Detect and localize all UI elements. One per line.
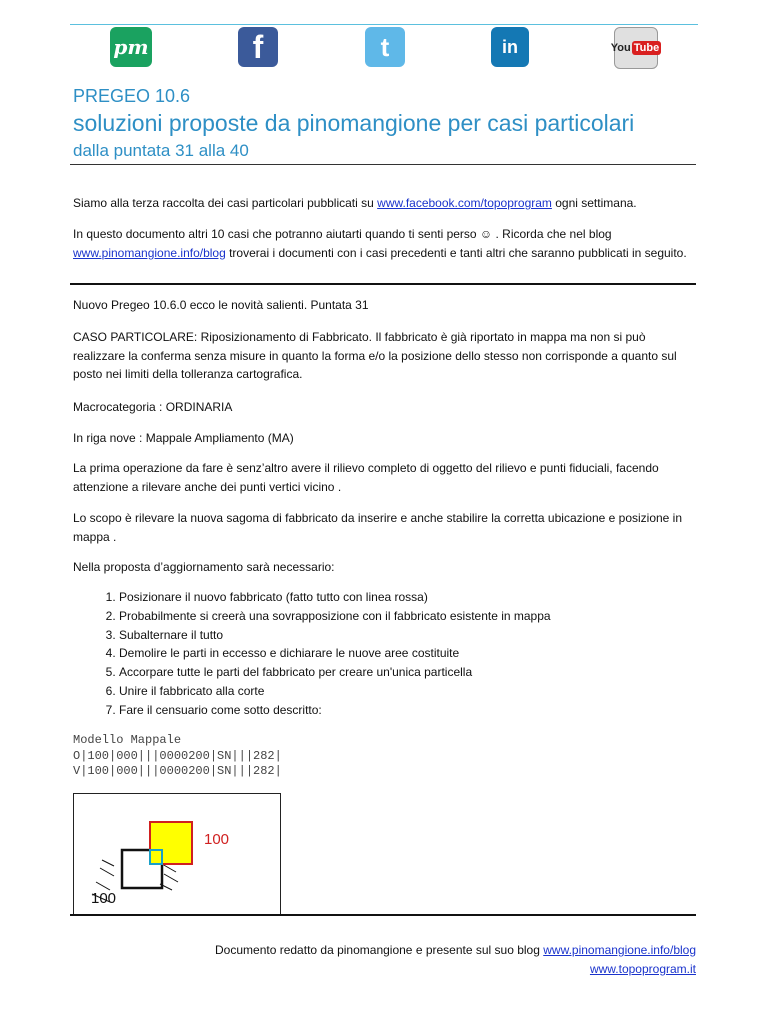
- model-line-o: O|100|000|||0000200|SN|||282|: [73, 748, 282, 763]
- footer-line-2: [590, 962, 696, 976]
- footer-divider: [70, 914, 696, 916]
- list-item: 6. Unire il fabbricato alla corte: [119, 682, 699, 701]
- steps-list: [73, 588, 699, 720]
- youtube-icon[interactable]: [610, 27, 660, 69]
- news-line: Nuovo Pregeo 10.6.0 ecco le novità salienti. Puntata 31: [73, 298, 369, 312]
- case-paragraph: CASO PARTICOLARE: Riposizionamento di Fabbricato. Il fabbricato è già riportato in mappa ma non si può realizzare la conferma senza misure in quanto la forma e/o la posizione dello stesso non corrisponde a quanto sul posto nei limiti della tolleranza cartografica.: [73, 330, 677, 381]
- riga-nove: In riga nove : Mappale Ampliamento (MA): [73, 431, 294, 445]
- intro-paragraph-1: [73, 194, 699, 213]
- scope-paragraph: Lo scopo è rilevare la nuova sagoma di fabbricato da inserire e anche stabilire la corretta ubicazione e posizione in mappa .: [73, 511, 683, 544]
- intro-text-2: In questo documento altri 10 casi che potranno aiutarti quando ti senti perso ☺ . Ricorda che nel blog: [73, 227, 612, 241]
- proposal-intro: Nella proposta d’aggiornamento sarà necessario:: [73, 560, 335, 574]
- building-diagram: [73, 793, 281, 915]
- list-item: 3. Subalternare il tutto: [119, 626, 699, 645]
- new-building-fill: [150, 822, 192, 864]
- doc-subtitle: soluzioni proposte da pinomangione per casi particolari: [73, 110, 635, 136]
- doc-episode-range: dalla puntata 31 alla 40: [73, 141, 249, 160]
- footer-text: Documento redatto da pinomangione e presente sul suo blog: [215, 943, 544, 957]
- new-building-label: 100: [204, 831, 230, 848]
- youtube-label-tube: Tube: [633, 42, 660, 54]
- footer-topoprogram-link[interactable]: www.topoprogram.it: [589, 962, 696, 976]
- social-icons-bar: [0, 27, 768, 69]
- title-divider: [70, 164, 696, 165]
- list-item: 7. Fare il censuario come sotto descritto:: [119, 701, 699, 720]
- model-title: Modello Mappale: [73, 733, 182, 747]
- blog-link[interactable]: www.pinomangione.info/blog: [73, 245, 226, 260]
- intro-text-end: ogni settimana.: [551, 196, 637, 210]
- facebook-link[interactable]: www.facebook.com/topoprogram: [377, 196, 552, 210]
- macrocategory: Macrocategoria : ORDINARIA: [73, 400, 233, 414]
- youtube-label-you: You: [610, 42, 631, 54]
- intro-text-2-end: troverai i documenti con i casi precedenti e tanti altri che saranno pubblicati in seguito.: [225, 245, 687, 260]
- section-divider: [70, 283, 696, 285]
- top-divider: [70, 24, 698, 25]
- doc-title: PREGEO 10.6: [73, 86, 191, 106]
- pm-logo-icon[interactable]: pm: [110, 27, 152, 67]
- list-item: 1. Posizionare il nuovo fabbricato (fatto tutto con linea rossa): [119, 588, 699, 607]
- linkedin-icon[interactable]: in: [491, 27, 529, 67]
- facebook-icon[interactable]: f: [238, 27, 278, 67]
- intro-text: Siamo alla terza raccolta dei casi particolari pubblicati su: [73, 196, 378, 210]
- list-item: 4. Demolire le parti in eccesso e dichiarare le nuove aree costituite: [119, 644, 699, 663]
- first-operation-paragraph: La prima operazione da fare è senz’altro avere il rilievo completo di oggetto del rilievo e punti fiduciali, facendo attenzione a rilevare anche dei punti vertici vicino .: [73, 461, 659, 494]
- footer-line-1: [215, 943, 696, 957]
- footer-blog-link[interactable]: www.pinomangione.info/blog: [543, 943, 696, 957]
- list-item: 5. Accorpare tutte le parti del fabbricato per creare un'unica particella: [119, 663, 699, 682]
- intro-paragraph-2: [73, 225, 699, 262]
- list-item: 2. Probabilmente si creerà una sovrapposizione con il fabbricato esistente in mappa: [119, 607, 699, 626]
- twitter-icon[interactable]: t: [365, 27, 405, 67]
- model-mappale-block: [73, 733, 282, 780]
- old-building-label: 100: [91, 890, 117, 907]
- diagram-svg: [74, 794, 280, 914]
- model-line-v: V|100|000|||0000200|SN|||282|: [73, 764, 282, 778]
